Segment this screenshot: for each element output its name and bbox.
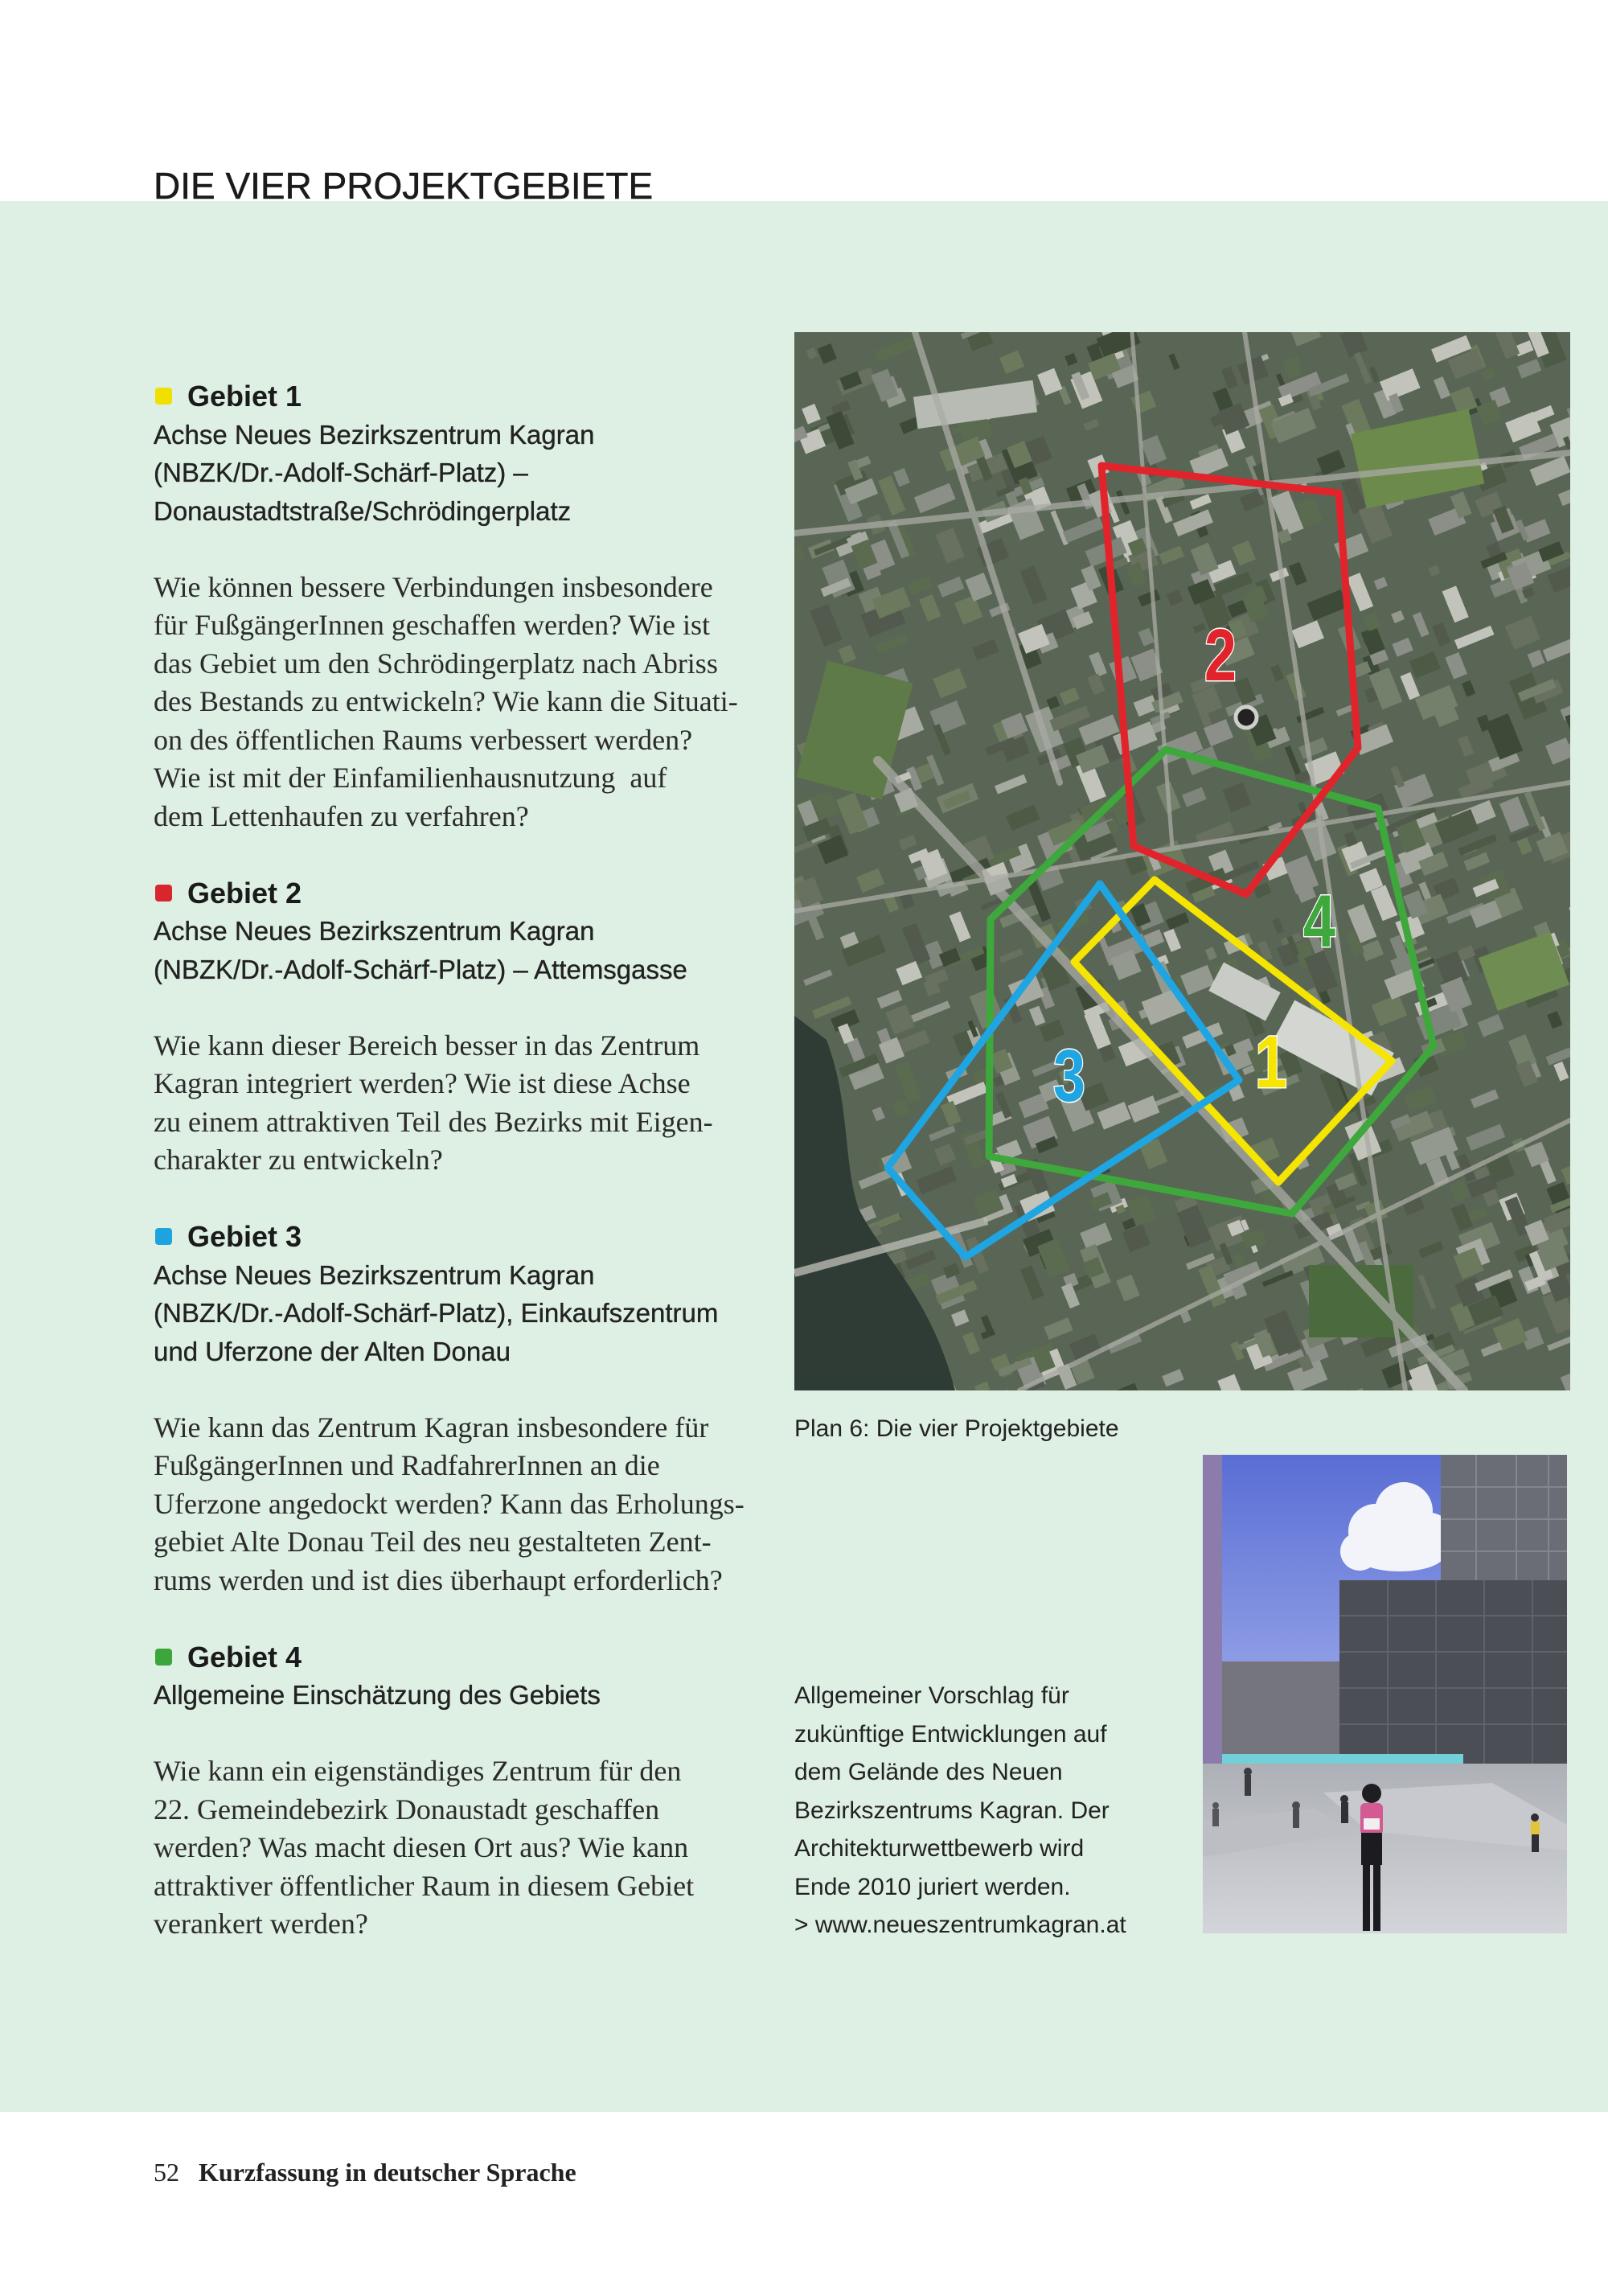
gebiet-3-heading [154,1218,789,1256]
paragraph-line: werden? Was macht diesen Ort aus? Wie kann [154,1831,689,1863]
proposal-line: Allgemeiner Vorschlag für [794,1682,1069,1709]
gebiet-1-paragraph [154,569,789,836]
plaza-rendering [1203,1455,1567,1933]
area-label-3: 3 [1053,1034,1085,1118]
gebiet-2-heading [154,874,789,913]
paragraph-line: für FußgängerInnen geschaffen werden? Wie ist [154,609,710,641]
gebiet-1-subtitle-line: Donaustadtstraße/Schrödingerplatz [154,495,572,526]
gebiet-4-section [154,1638,789,1944]
paragraph-line: das Gebiet um den Schrödingerplatz nach Abriss [154,647,718,680]
paragraph-line: gebiet Alte Donau Teil des neu gestalteten Zent- [154,1526,712,1558]
gebiet-4-heading-text: Gebiet 4 [187,1640,302,1674]
gebiet-1-heading-text: Gebiet 1 [187,380,302,413]
running-footer-title: Kurzfassung in deutscher Sprache [199,2158,576,2187]
paragraph-line: Wie kann ein eigenständiges Zentrum für den [154,1755,682,1787]
paragraph-line: Uferzone angedockt werden? Kann das Erholungs- [154,1487,745,1520]
red-square-marker [155,885,172,902]
paragraph-line: 22. Gemeindebezirk Donaustadt geschaffen [154,1793,660,1826]
paragraph-line: des Bestands zu entwickeln? Wie kann die Situati- [154,685,738,717]
competition-proposal-text [794,1677,1192,1945]
paragraph-line: Wie kann das Zentrum Kagran insbesondere für [154,1411,709,1444]
gebiet-2-section [154,874,789,1180]
paragraph-line: Wie ist mit der Einfamilienhausnutzung auf [154,762,667,794]
cyan-strip [1222,1754,1463,1764]
aerial-map-project-areas [794,332,1570,1390]
gebiet-3-subtitle-line: Achse Neues Bezirkszentrum Kagran [154,1259,595,1290]
paragraph-line: on des öffentlichen Raums verbessert werden? [154,723,693,756]
green-square-marker [155,1649,172,1666]
gebiet-3-paragraph [154,1409,789,1600]
gebiet-1-heading [154,377,789,416]
gebiet-3-heading-text: Gebiet 3 [187,1220,302,1253]
left-pillar [1203,1455,1222,1785]
gebiet-2-paragraph [154,1027,789,1180]
gebiet-2-subtitle-line: Achse Neues Bezirkszentrum Kagran [154,916,595,946]
gebiet-4-heading [154,1638,789,1677]
gebiet-1-section [154,377,789,836]
area-label-4: 4 [1303,880,1335,963]
blue-square-marker [155,1228,172,1245]
proposal-line: Architekturwettbewerb wird [794,1835,1085,1862]
proposal-line: Bezirkszentrums Kagran. Der [794,1797,1110,1824]
map-caption: Plan 6: Die vier Projektgebiete [794,1415,1119,1442]
gebiet-4-paragraph [154,1752,789,1944]
gebiet-3-subtitle-line: (NBZK/Dr.-Adolf-Schärf-Platz), Einkaufszentrum [154,1298,719,1328]
gebiet-3-section [154,1218,789,1600]
proposal-line: dem Gelände des Neuen [794,1759,1063,1785]
proposal-line: zukünftige Entwicklungen auf [794,1720,1107,1748]
gebiet-3-subtitle-line: und Uferzone der Alten Donau [154,1336,511,1366]
area-label-1: 1 [1255,1021,1287,1104]
paragraph-line: charakter zu entwickeln? [154,1144,443,1176]
area-label-2: 2 [1204,614,1237,697]
gebiet-2-subtitle-line: (NBZK/Dr.-Adolf-Schärf-Platz) – Attemsgasse [154,954,687,984]
yellow-square-marker [155,388,172,405]
page-title: DIE VIER PROJEKTGEBIETE [154,165,654,207]
paragraph-line: Wie kann dieser Bereich besser in das Zentrum [154,1029,700,1062]
page-number: 52 [154,2158,179,2187]
paragraph-line: rums werden und ist dies überhaupt erforderlich? [154,1563,723,1596]
paragraph-line: attraktiver öffentlicher Raum in diesem Gebiet [154,1869,695,1902]
gebiet-2-heading-text: Gebiet 2 [187,876,302,910]
paragraph-line: Kagran integriert werden? Wie ist diese Achse [154,1067,691,1099]
paragraph-line: verankert werden? [154,1908,368,1940]
paragraph-line: zu einem attraktiven Teil des Bezirks mit Eigen- [154,1105,713,1138]
project-areas-text-column [154,377,789,1982]
website-link[interactable]: > www.neueszentrumkagran.at [794,1912,1126,1938]
paragraph-line: Wie können bessere Verbindungen insbesondere [154,570,713,603]
paragraph-line: dem Lettenhaufen zu verfahren? [154,799,529,832]
paragraph-line: FußgängerInnen und RadfahrerInnen an die [154,1449,660,1481]
proposal-line: Ende 2010 juriert werden. [794,1873,1071,1900]
gebiet-4-subtitle-line: Allgemeine Einschätzung des Gebiets [154,1680,601,1710]
location-marker [1236,707,1257,728]
gebiet-1-subtitle-line: (NBZK/Dr.-Adolf-Schärf-Platz) – [154,458,528,487]
gebiet-1-subtitle-line: Achse Neues Bezirkszentrum Kagran [154,419,595,450]
